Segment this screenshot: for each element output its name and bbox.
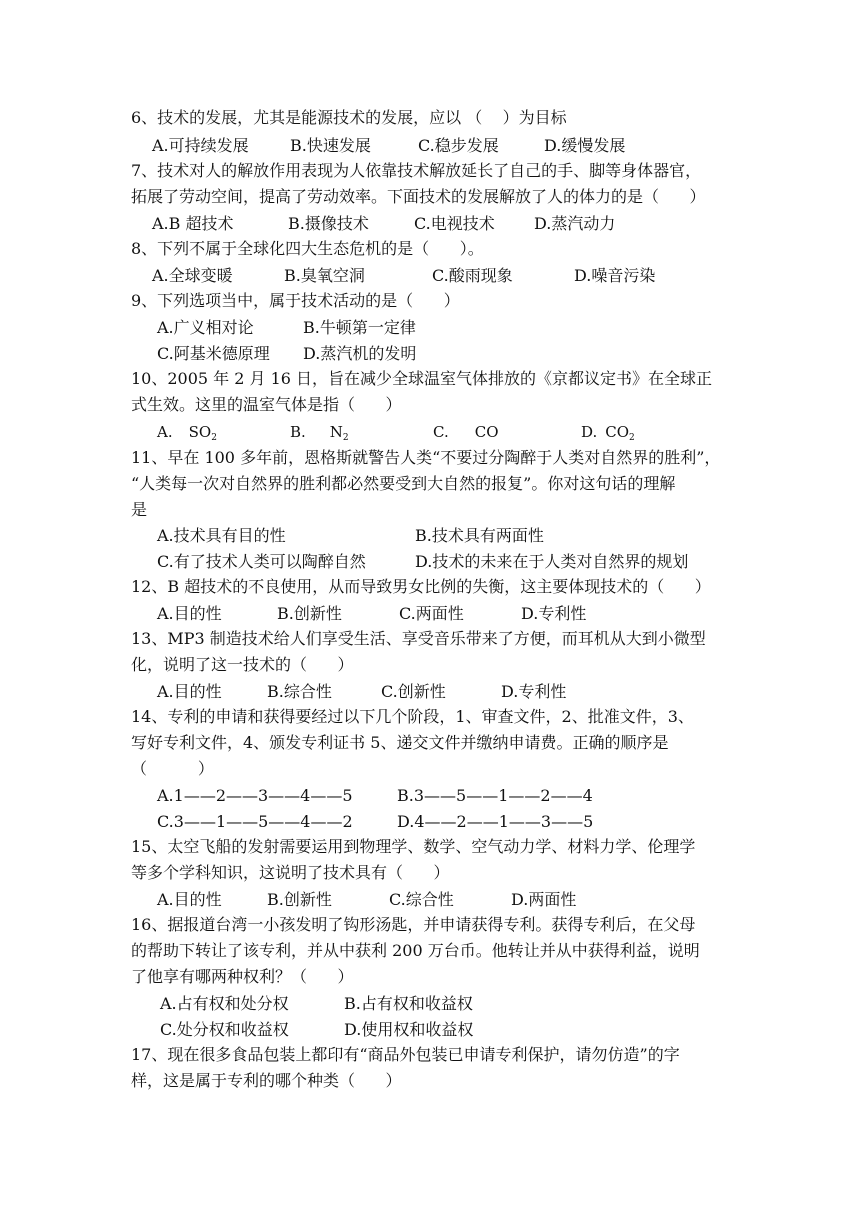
question-11-options-row-1 <box>157 526 544 546</box>
question-11-options-row-2 <box>157 552 688 572</box>
option-d: D.蒸汽动力 <box>534 214 616 233</box>
option-b: B.综合性 <box>267 682 332 701</box>
question-6-options <box>152 136 625 156</box>
question-9-stem: 9、下列选项当中，属于技术活动的是（ ） <box>131 291 460 310</box>
question-16-options-row-2 <box>160 1020 473 1040</box>
option-d-formula: CO <box>605 423 630 441</box>
question-16-options-row-1 <box>160 994 473 1014</box>
question-11-stem-line-3: 是 <box>131 500 148 519</box>
option-d: D.专利性 <box>521 604 587 623</box>
option-d: D.专利性 <box>501 682 567 701</box>
option-d: D.使用权和收益权 <box>344 1020 474 1039</box>
question-12-stem: 12、B 超技术的不良使用，从而导致男女比例的失衡，这主要体现技术的（ ） <box>131 577 711 596</box>
option-a-label: A. <box>157 423 173 441</box>
option-a-formula: SO <box>188 423 212 441</box>
option-b: B.臭氧空洞 <box>284 266 365 285</box>
question-16-stem-line-2: 的帮助下转让了该专利，并从中获利 200 万台币。他转让并从中获得利益，说明 <box>131 941 700 960</box>
question-15-stem-line-1: 15、太空飞船的发射需要运用到物理学、数学、空气动力学、材料力学、伦理学 <box>131 837 696 856</box>
option-b-label: B. <box>290 423 306 441</box>
option-d: D.技术的未来在于人类对自然界的规划 <box>415 552 689 571</box>
question-13-options <box>157 682 566 702</box>
question-8-options <box>152 266 655 286</box>
option-b: B.创新性 <box>267 890 332 909</box>
option-c: C.处分权和收益权 <box>160 1020 289 1039</box>
question-17-stem-line-1: 17、现在很多食品包装上都印有“商品外包装已申请专利保护，请勿仿造”的字 <box>131 1045 680 1064</box>
question-17-stem-line-2: 样，这是属于专利的哪个种类（ ） <box>131 1071 402 1090</box>
question-14-stem-line-3: （ ） <box>131 759 214 778</box>
option-c: C.有了技术人类可以陶醉自然 <box>157 552 366 571</box>
question-16-stem-line-1: 16、据报道台湾一小孩发明了钩形汤匙，并申请获得专利。获得专利后，在父母 <box>131 915 696 934</box>
option-b: B.技术具有两面性 <box>415 526 544 545</box>
option-c: C.3——1——5——4——2 <box>157 812 353 831</box>
option-a: A.广义相对论 <box>157 318 254 337</box>
question-9-options-row-2 <box>157 344 416 364</box>
question-15-stem-line-2: 等多个学科知识，这说明了技术具有（ ） <box>131 863 450 882</box>
option-d-subscript: 2 <box>629 433 635 443</box>
option-b: B.牛顿第一定律 <box>303 318 416 337</box>
option-d: D.两面性 <box>511 890 577 909</box>
option-a: A.占有权和处分权 <box>160 994 289 1013</box>
question-10-stem-line-1: 10、2005 年 2 月 16 日，旨在减少全球温室气体排放的《京都议定书》在全球正 <box>131 369 713 388</box>
option-a: A.1——2——3——4——5 <box>157 786 353 805</box>
option-b: B.摄像技术 <box>288 214 369 233</box>
option-c: C.阿基米德原理 <box>157 344 270 363</box>
option-a-subscript: 2 <box>211 433 217 443</box>
option-c: C.酸雨现象 <box>432 266 513 285</box>
question-14-stem-line-2: 写好专利文件，4、颁发专利证书 5、递交文件并缴纳申请费。正确的顺序是 <box>131 733 669 752</box>
option-c-label: C. <box>433 423 449 441</box>
option-c: C.综合性 <box>389 890 454 909</box>
question-14-stem-line-1: 14、专利的申请和获得要经过以下几个阶段，1、审查文件，2、批准文件，3、 <box>131 707 694 726</box>
question-6-stem: 6、技术的发展，尤其是能源技术的发展，应以 （ ）为目标 <box>131 108 567 127</box>
question-7-options <box>152 214 615 234</box>
option-c: C.电视技术 <box>414 214 495 233</box>
option-d: D.蒸汽机的发明 <box>303 344 417 363</box>
option-b <box>290 422 433 448</box>
question-16-stem-line-3: 了他享有哪两种权利？（ ） <box>131 967 354 986</box>
question-9-options-row-1 <box>157 318 416 338</box>
option-b-formula: N <box>329 423 343 441</box>
option-c: C.两面性 <box>399 604 464 623</box>
question-7-stem-line-1: 7、技术对人的解放作用表现为人依靠技术解放延长了自己的手、脚等身体器官， <box>131 161 702 180</box>
option-c-formula: CO <box>474 423 499 441</box>
option-c: C.创新性 <box>381 682 446 701</box>
option-d: D.缓慢发展 <box>544 136 626 155</box>
question-10-stem-line-2: 式生效。这里的温室气体是指（ ） <box>131 395 402 414</box>
question-12-options <box>157 604 586 624</box>
question-14-options-row-2 <box>157 812 593 832</box>
question-14-options-row-1 <box>157 786 593 806</box>
option-d: D.4——2——1——3——5 <box>397 812 594 831</box>
option-d <box>581 422 635 448</box>
option-c <box>433 422 581 448</box>
question-7-stem-line-2: 拓展了劳动空间，提高了劳动效率。下面技术的发展解放了人的体力的是（ ） <box>131 187 706 206</box>
option-a: A.目的性 <box>157 890 222 909</box>
option-b-subscript: 2 <box>342 433 349 443</box>
question-10-options <box>157 422 635 442</box>
option-a: A.目的性 <box>157 682 222 701</box>
option-d-label: D. <box>581 423 598 441</box>
option-a: A.B 超技术 <box>152 214 234 233</box>
question-11-stem-line-1: 11、早在 100 多年前，恩格斯就警告人类“不要过分陶醉于人类对自然界的胜利”， <box>131 448 721 467</box>
question-13-stem-line-2: 化，说明了这一技术的（ ） <box>131 655 354 674</box>
question-15-options <box>157 890 576 910</box>
option-a: A.可持续发展 <box>152 136 249 155</box>
question-8-stem: 8、下列不属于全球化四大生态危机的是（ ）。 <box>131 239 484 258</box>
option-d: D.噪音污染 <box>574 266 656 285</box>
option-c: C.稳步发展 <box>418 136 499 155</box>
option-a: A.目的性 <box>157 604 222 623</box>
option-b: B.占有权和收益权 <box>344 994 473 1013</box>
option-a: A.全球变暖 <box>152 266 233 285</box>
option-a <box>157 422 290 448</box>
question-11-stem-line-2: “人类每一次对自然界的胜利都必然要受到大自然的报复”。你对这句话的理解 <box>131 474 676 493</box>
option-a: A.技术具有目的性 <box>157 526 286 545</box>
option-b: B.创新性 <box>277 604 342 623</box>
question-13-stem-line-1: 13、MP3 制造技术给人们享受生活、享受音乐带来了方便，而耳机从大到小微型 <box>131 629 706 648</box>
option-b: B.快速发展 <box>290 136 371 155</box>
option-b: B.3——5——1——2——4 <box>397 786 593 805</box>
